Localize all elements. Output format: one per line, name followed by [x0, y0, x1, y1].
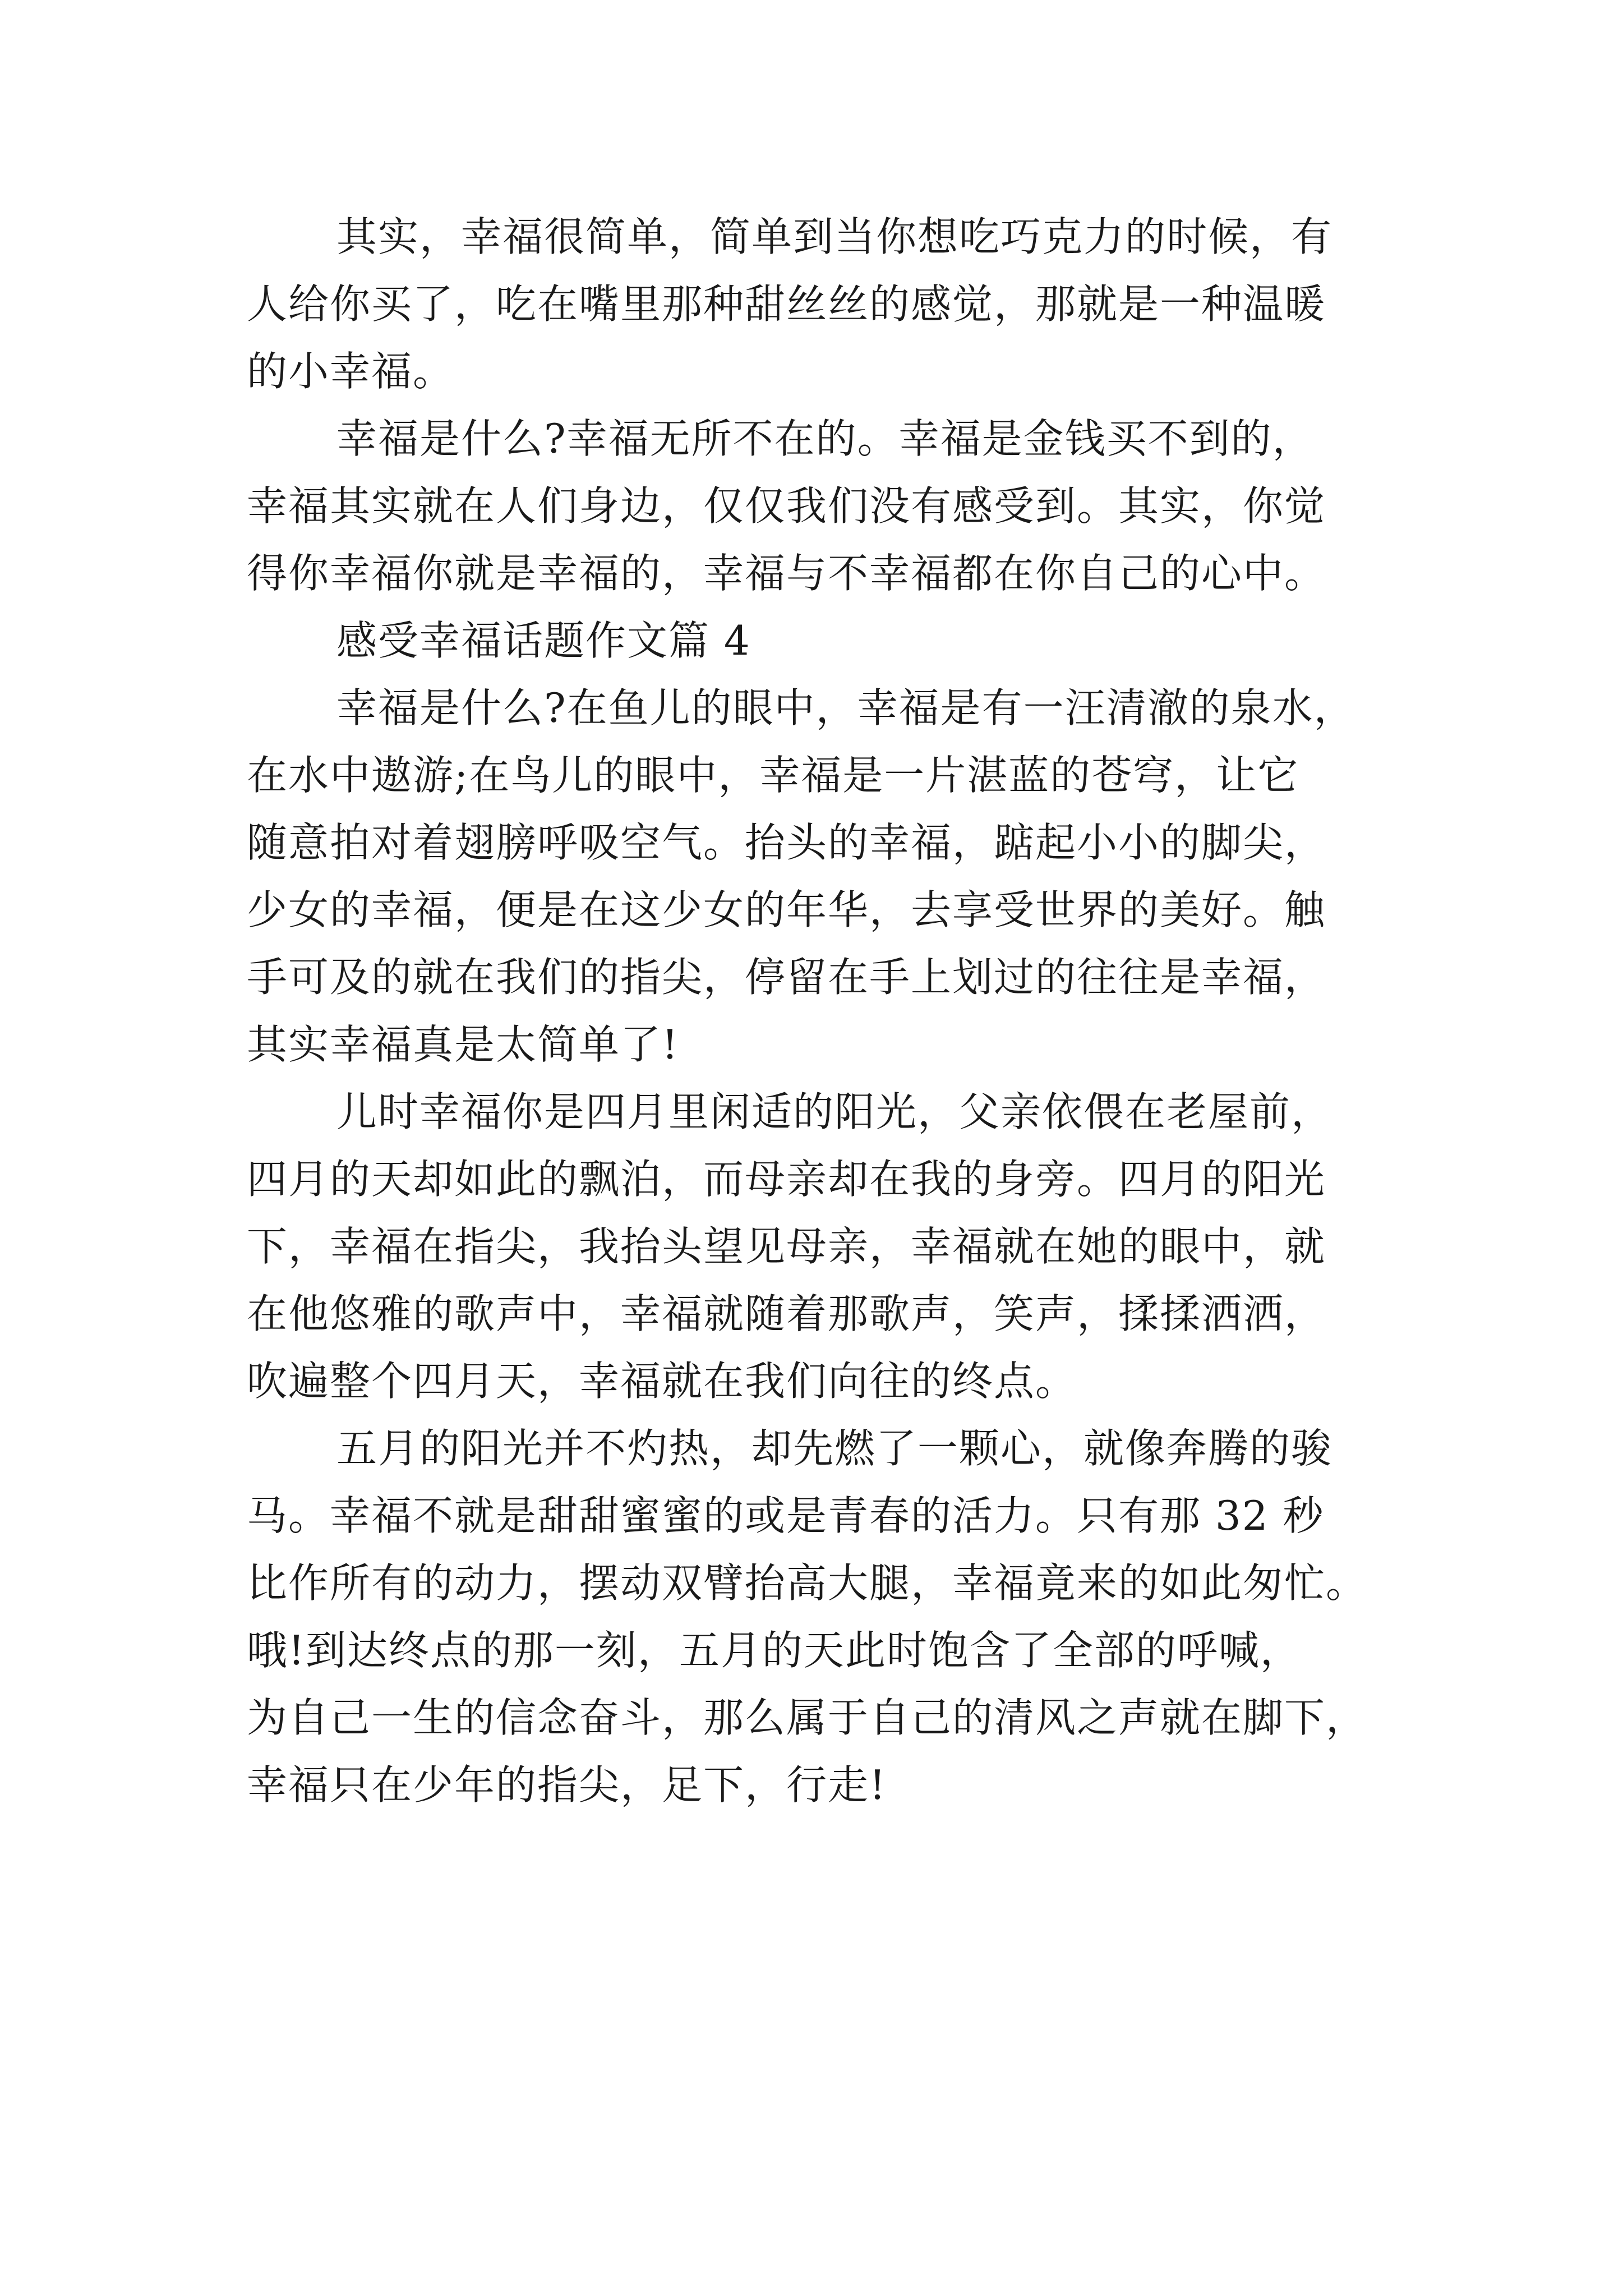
paragraph-line: 幸福是什么?幸福无所不在的。幸福是金钱买不到的， — [336, 415, 1314, 462]
paragraph-line: 四月的天却如此的飘泊，而母亲却在我的身旁。四月的阳光 — [247, 1156, 1326, 1203]
paragraph-line: 幸福其实就在人们身边，仅仅我们没有感受到。其实，你觉 — [247, 482, 1326, 530]
paragraph-line: 吹遍整个四月天，幸福就在我们向往的终点。 — [247, 1358, 1077, 1405]
paragraph-2 — [247, 405, 1447, 607]
paragraph-line: 马。幸福不就是甜甜蜜蜜的或是青春的活力。只有那 32 秒 — [247, 1492, 1325, 1539]
paragraph-3 — [247, 674, 1447, 1078]
document-body — [247, 203, 1447, 1819]
paragraph-line: 的小幸福。 — [247, 348, 455, 395]
paragraph-line: 哦!到达终点的那一刻，五月的天此时饱含了全部的呼喊， — [247, 1627, 1302, 1674]
paragraph-line: 在水中遨游;在鸟儿的眼中，幸福是一片湛蓝的苍穹，让它 — [247, 752, 1299, 799]
paragraph-line: 幸福是什么?在鱼儿的眼中，幸福是有一汪清澈的泉水， — [336, 684, 1355, 731]
paragraph-line: 幸福只在少年的指尖，足下，行走! — [247, 1761, 887, 1809]
paragraph-line: 得你幸福你就是幸福的，幸福与不幸福都在你自己的心中。 — [247, 550, 1326, 597]
paragraph-line: 其实，幸福很简单，简单到当你想吃巧克力的时候，有 — [336, 213, 1333, 260]
paragraph-line: 在他悠雅的歌声中，幸福就随着那歌声，笑声，揉揉洒洒， — [247, 1290, 1326, 1337]
paragraph-line: 儿时幸福你是四月里闲适的阳光，父亲依偎在老屋前， — [336, 1088, 1333, 1135]
paragraph-4 — [247, 1078, 1447, 1415]
paragraph-line: 比作所有的动力，摆动双臂抬高大腿，幸福竟来的如此匆忙。 — [247, 1559, 1368, 1607]
paragraph-line: 少女的幸福，便是在这少女的年华，去享受世界的美好。触 — [247, 886, 1326, 933]
paragraph-line: 下，幸福在指尖，我抬头望见母亲，幸福就在她的眼中，就 — [247, 1223, 1326, 1270]
paragraph-line: 人给你买了，吃在嘴里那种甜丝丝的感觉，那就是一种温暖 — [247, 280, 1326, 328]
paragraph-line: 五月的阳光并不灼热，却先燃了一颗心，就像奔腾的骏 — [336, 1425, 1333, 1472]
paragraph-1 — [247, 203, 1447, 405]
paragraph-5 — [247, 1415, 1447, 1819]
paragraph-line: 手可及的就在我们的指尖，停留在手上划过的往往是幸福， — [247, 954, 1326, 1001]
section-heading: 感受幸福话题作文篇 4 — [336, 617, 751, 664]
paragraph-line: 为自己一生的信念奋斗，那么属于自己的清风之声就在脚下， — [247, 1694, 1368, 1741]
paragraph-line: 其实幸福真是太简单了! — [247, 1021, 679, 1068]
paragraph-line: 随意拍对着翅膀呼吸空气。抬头的幸福，踮起小小的脚尖， — [247, 819, 1326, 866]
